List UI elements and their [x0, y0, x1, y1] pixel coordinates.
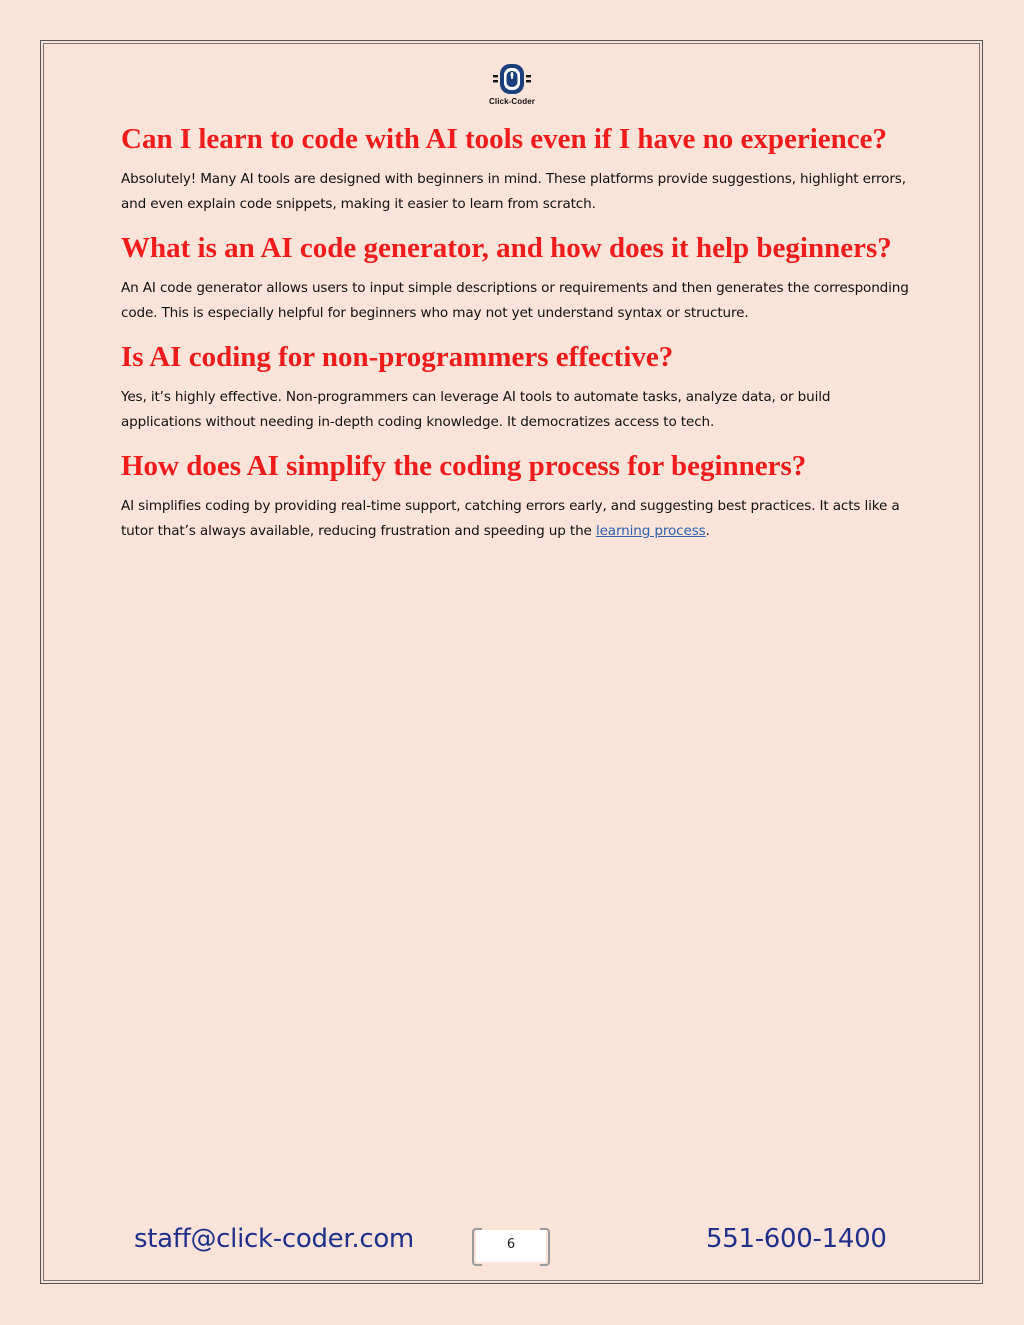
faq-answer-text: AI simplifies coding by providing real-time support, catching errors early, and suggesting best practices. It acts like a tutor that’s always available, reducing frustration and speeding up the — [121, 498, 900, 539]
faq-answer: Absolutely! Many AI tools are designed with beginners in mind. These platforms provide suggestions, highlight errors, and even explain code snippets, making it easier to learn from scratch. — [121, 171, 906, 212]
faq-section — [121, 112, 911, 216]
faq-heading: What is an AI code generator, and how does it help beginners? — [121, 232, 892, 264]
logo-text: Click-Coder — [489, 97, 535, 106]
faq-answer — [121, 494, 911, 543]
page-number-box — [472, 1228, 550, 1264]
faq-answer: An AI code generator allows users to input simple descriptions or requirements and then generates the corresponding code. This is especially helpful for beginners who may not yet understand syntax or structure. — [121, 280, 909, 321]
faq-section — [121, 221, 911, 325]
faq-heading: How does AI simplify the coding process for beginners? — [121, 450, 807, 482]
faq-answer: Yes, it’s highly effective. Non-programmers can leverage AI tools to automate tasks, analyze data, or build applications without needing in-depth coding knowledge. It democratizes access to tech. — [121, 389, 831, 430]
faq-heading: Is AI coding for non-programmers effective? — [121, 341, 674, 373]
faq-answer-end: . — [705, 522, 710, 539]
faq-section — [121, 439, 911, 543]
faq-heading: Can I learn to code with AI tools even if I have no experience? — [121, 123, 888, 155]
footer-email: staff@click-coder.com — [134, 1224, 414, 1254]
page-number: 6 — [506, 1237, 516, 1252]
footer-phone: 551-600-1400 — [706, 1224, 887, 1254]
faq-section — [121, 330, 911, 434]
learning-process-link[interactable]: learning process — [595, 522, 706, 539]
faq-content — [121, 112, 911, 548]
mouse-cursor-icon — [491, 62, 533, 96]
click-coder-logo — [482, 62, 542, 112]
